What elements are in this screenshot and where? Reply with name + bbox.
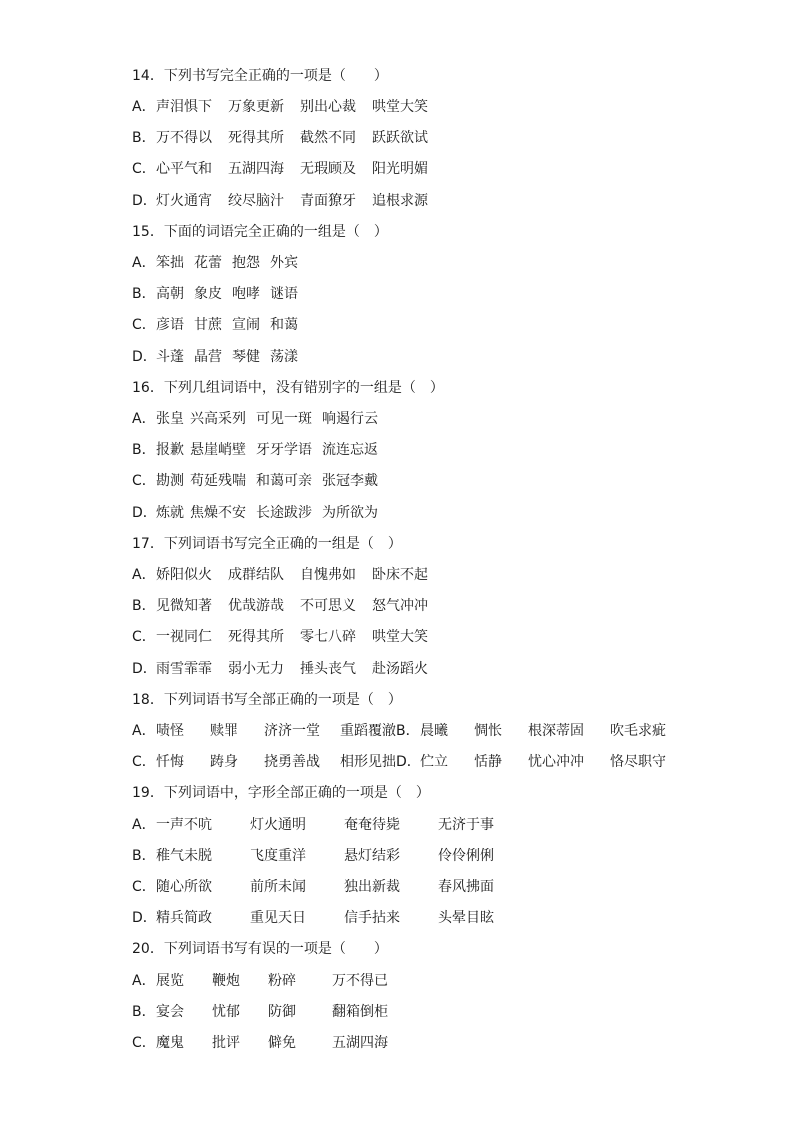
option-word: 怒气冲冲: [372, 598, 428, 614]
option-word: 花蕾: [194, 255, 222, 271]
question-18-options-ab: [132, 721, 666, 741]
option-word: 勘测: [156, 473, 184, 489]
option-word: 死得其所: [228, 629, 284, 645]
question-19-option-a: [132, 815, 532, 835]
option-letter: C．: [132, 879, 156, 895]
option-word: 无瑕顾及: [300, 161, 356, 177]
option-word: 僻免: [268, 1035, 296, 1051]
option-word: 晨曦: [420, 723, 448, 739]
option-word: 声泪惧下: [156, 99, 212, 115]
option-word: 跃跃欲试: [372, 130, 428, 146]
option-word: 咆哮: [232, 286, 260, 302]
option-letter: A．: [132, 817, 156, 833]
option-letter: D．: [132, 505, 157, 521]
option-word: 响遏行云: [322, 411, 378, 427]
option-letter: C．: [132, 629, 156, 645]
option-word: 优哉游哉: [228, 598, 284, 614]
question-15-option-d: [132, 347, 308, 367]
option-letter: D．: [132, 661, 157, 677]
option-word: 粉碎: [268, 973, 296, 989]
option-word: 万象更新: [228, 99, 284, 115]
option-word: 可见一斑: [256, 411, 312, 427]
option-word: 笨拙: [156, 255, 184, 271]
option-word: 灯火通宵: [156, 193, 212, 209]
option-word: 批评: [212, 1035, 240, 1051]
option-letter: A．: [132, 723, 156, 739]
option-word: 弱小无力: [228, 661, 284, 677]
question-14-stem: 14．下列书写完全正确的一项是（ ）: [132, 68, 388, 84]
option-word: 恬静: [474, 754, 502, 770]
option-word: 伫立: [420, 754, 448, 770]
option-word: 抱怨: [232, 255, 260, 271]
option-word: 和蔼: [270, 317, 298, 333]
option-word: 彦语: [156, 317, 184, 333]
option-word: 象皮: [194, 286, 222, 302]
option-word: 张皇: [156, 411, 184, 427]
option-word: 啧怪: [156, 723, 184, 739]
option-letter: D．: [396, 754, 421, 770]
option-word: 谜语: [270, 286, 298, 302]
option-word: 济济一堂: [264, 723, 320, 739]
question-18-stem: 18．下列词语书写全部正确的一项是（ ）: [132, 692, 402, 708]
option-word: 焦燥不安: [190, 505, 246, 521]
question-20-option-c: [132, 1033, 404, 1053]
option-letter: D．: [132, 349, 157, 365]
question-14-option-a: [132, 97, 444, 117]
option-word: 雨雪霏霏: [156, 661, 212, 677]
option-letter: B．: [132, 286, 156, 302]
option-word: 见微知著: [156, 598, 212, 614]
option-word: 苟延残喘: [190, 473, 246, 489]
option-word: 奄奄待毙: [344, 817, 400, 833]
option-word: 别出心裁: [300, 99, 356, 115]
option-word: 宣闹: [232, 317, 260, 333]
option-word: 飞度重洋: [250, 848, 306, 864]
option-word: 高朝: [156, 286, 184, 302]
option-word: 惆怅: [474, 723, 502, 739]
option-letter: D．: [132, 910, 157, 926]
option-word: 心平气和: [156, 161, 212, 177]
question-16-option-d: [132, 503, 388, 523]
option-word: 忧心冲冲: [528, 754, 584, 770]
option-letter: B．: [132, 130, 156, 146]
question-14-option-b: [132, 128, 444, 148]
option-word: 长途跋涉: [256, 505, 312, 521]
question-14-option-c: [132, 159, 444, 179]
question-17-option-a: [132, 565, 444, 585]
option-word: 重蹈覆澈: [340, 723, 396, 739]
option-word: 头晕目眩: [438, 910, 494, 926]
option-word: 和蔼可亲: [256, 473, 312, 489]
option-word: 独出新裁: [344, 879, 400, 895]
option-word: 一声不吭: [156, 817, 212, 833]
option-word: 外宾: [270, 255, 298, 271]
option-letter: C．: [132, 473, 156, 489]
option-letter: B．: [132, 848, 156, 864]
option-letter: A．: [132, 411, 156, 427]
option-letter: C．: [132, 754, 156, 770]
option-word: 五湖四海: [332, 1035, 388, 1051]
question-17-stem: 17．下列词语书写完全正确的一组是（ ）: [132, 536, 402, 552]
option-word: 悬崖峭壁: [190, 442, 246, 458]
option-letter: A．: [132, 567, 156, 583]
question-20-option-b: [132, 1002, 404, 1022]
option-word: 防御: [268, 1004, 296, 1020]
question-15-stem: 15．下面的词语完全正确的一组是（ ）: [132, 224, 388, 240]
option-word: 无济于事: [438, 817, 494, 833]
option-word: 青面獠牙: [300, 193, 356, 209]
option-word: 哄堂大笑: [372, 629, 428, 645]
option-word: 流连忘返: [322, 442, 378, 458]
question-16-stem: 16．下列几组词语中，没有错别字的一组是（ ）: [132, 380, 444, 396]
option-word: 为所欲为: [322, 505, 378, 521]
question-20-option-a: [132, 971, 404, 991]
option-word: 随心所欲: [156, 879, 212, 895]
question-17-option-d: [132, 659, 444, 679]
option-letter: C．: [132, 161, 156, 177]
option-word: 踌身: [210, 754, 238, 770]
option-word: 报歉: [156, 442, 184, 458]
option-word: 死得其所: [228, 130, 284, 146]
question-19-option-b: [132, 846, 532, 866]
question-14-option-d: [132, 191, 444, 211]
option-letter: A．: [132, 973, 156, 989]
option-word: 成群结队: [228, 567, 284, 583]
question-18-options-cd: [132, 752, 666, 772]
question-19-option-d: [132, 908, 532, 928]
option-letter: D．: [132, 193, 157, 209]
option-word: 吹毛求疵: [610, 723, 666, 739]
option-word: 零七八碎: [300, 629, 356, 645]
option-word: 赴汤蹈火: [372, 661, 428, 677]
option-word: 哄堂大笑: [372, 99, 428, 115]
option-word: 牙牙学语: [256, 442, 312, 458]
option-letter: A．: [132, 99, 156, 115]
option-word: 前所未闻: [250, 879, 306, 895]
question-16-option-c: [132, 471, 388, 491]
option-word: 翻箱倒柜: [332, 1004, 388, 1020]
option-word: 追根求源: [372, 193, 428, 209]
option-word: 万不得以: [156, 130, 212, 146]
option-word: 一视同仁: [156, 629, 212, 645]
option-word: 展览: [156, 973, 184, 989]
option-word: 伶伶俐俐: [438, 848, 494, 864]
option-word: 根深蒂固: [528, 723, 584, 739]
option-word: 赎罪: [210, 723, 238, 739]
option-word: 五湖四海: [228, 161, 284, 177]
question-15-option-c: [132, 315, 308, 335]
option-word: 卧床不起: [372, 567, 428, 583]
question-15-option-a: [132, 253, 308, 273]
option-word: 魔鬼: [156, 1035, 184, 1051]
option-word: 精兵简政: [156, 910, 212, 926]
question-17-option-c: [132, 627, 444, 647]
option-word: 忧郁: [212, 1004, 240, 1020]
option-word: 绞尽脑汁: [228, 193, 284, 209]
option-word: 捶头丧气: [300, 661, 356, 677]
option-word: 宴会: [156, 1004, 184, 1020]
option-word: 自愧弗如: [300, 567, 356, 583]
question-16-option-a: [132, 409, 388, 429]
option-letter: C．: [132, 317, 156, 333]
option-word: 相形见拙: [340, 754, 396, 770]
option-letter: C．: [132, 1035, 156, 1051]
option-letter: A．: [132, 255, 156, 271]
question-16-option-b: [132, 440, 388, 460]
option-word: 兴高采列: [190, 411, 246, 427]
question-20-stem: 20．下列词语书写有误的一项是（ ）: [132, 941, 388, 957]
option-word: 鞭炮: [212, 973, 240, 989]
option-word: 截然不同: [300, 130, 356, 146]
option-letter: B．: [396, 723, 420, 739]
option-word: 忏悔: [156, 754, 184, 770]
option-word: 张冠李戴: [322, 473, 378, 489]
option-word: 不可思义: [300, 598, 356, 614]
option-word: 重见天日: [250, 910, 306, 926]
option-word: 琴健: [232, 349, 260, 365]
option-word: 悬灯结彩: [344, 848, 400, 864]
question-19-stem: 19．下列词语中，字形全部正确的一项是（ ）: [132, 785, 430, 801]
option-letter: B．: [132, 598, 156, 614]
question-15-option-b: [132, 284, 308, 304]
option-word: 荡漾: [270, 349, 298, 365]
option-word: 娇阳似火: [156, 567, 212, 583]
option-word: 稚气未脱: [156, 848, 212, 864]
option-word: 炼就: [156, 505, 184, 521]
option-word: 阳光明媚: [372, 161, 428, 177]
option-word: 晶营: [194, 349, 222, 365]
option-word: 恪尽职守: [610, 754, 666, 770]
question-19-option-c: [132, 877, 532, 897]
option-word: 斗蓬: [156, 349, 184, 365]
option-word: 信手拈来: [344, 910, 400, 926]
option-word: 春风拂面: [438, 879, 494, 895]
question-17-option-b: [132, 596, 444, 616]
option-word: 甘蔗: [194, 317, 222, 333]
option-word: 灯火通明: [250, 817, 306, 833]
option-letter: B．: [132, 1004, 156, 1020]
option-word: 万不得已: [332, 973, 388, 989]
option-word: 挠勇善战: [264, 754, 320, 770]
option-letter: B．: [132, 442, 156, 458]
